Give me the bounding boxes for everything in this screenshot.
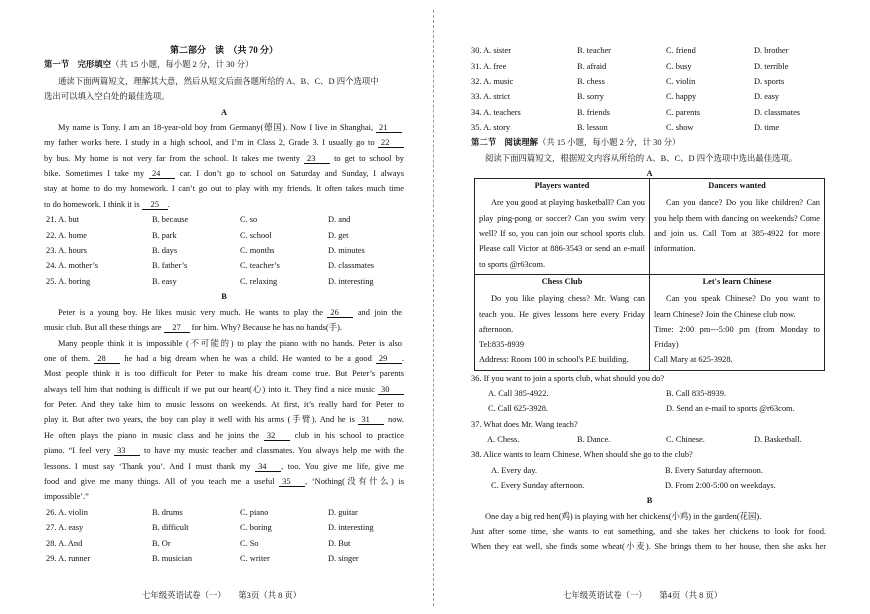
ad-title: Players wanted: [534, 181, 590, 190]
passage-b-line: Most people think it is too difficult for Peter to make his dream come true. But Peter’s parents: [44, 369, 404, 378]
section-title: 第二节 阅读理解: [471, 138, 538, 147]
blank-23[interactable]: 23: [304, 155, 330, 164]
option-row: 31. A. free B. afraid C. busy D. terrible: [471, 62, 789, 71]
ad-chess: [475, 274, 650, 370]
passage-b-line: music club. But all these things are 27 for him. Why? Because he has no hands(手).: [44, 323, 342, 332]
passage-b-line: one of them. 28 he had a big dream when he was a child. He wanted to be a good 29 .: [44, 354, 404, 363]
passage-b-line: One day a big red hen(鸡) is playing with her chickens(小鸡) in the garden(花园).: [485, 512, 762, 521]
ad-text: Do you like playing chess? Mr. Wang can teach you. He gives lessons here every Friday afternoon.: [479, 294, 645, 334]
ads-table: [474, 178, 825, 371]
ad-text: Can you dance? Do you like children? Can you help them with dancing on weekends? Come and join us. Call Tom at 385-4922 for more information.: [654, 198, 820, 254]
passage-b-line: Peter is a young boy. He likes music very much. He wants to play the 26 and join the: [58, 308, 403, 317]
question-36-options: A. Call 385-4922. B. Call 835-8939.: [488, 389, 727, 398]
option-row: 34. A. teachers B. friends C. parents D. classmates: [471, 108, 801, 117]
blank-34[interactable]: 34: [255, 463, 281, 472]
ad-tel: Tel:835-8939: [479, 340, 525, 350]
question-37: 37. What does Mr. Wang teach?: [471, 420, 578, 429]
instructions: 阅读下面四篇短文，根据短文内容从所给的 A、B、C、D 四个选项中选出最佳选项。: [485, 154, 798, 163]
ad-players: [475, 179, 650, 275]
ad-time: Time: 2:00 pm---5:00 pm (from Monday to Friday): [654, 324, 820, 350]
question-38: 38. Alice wants to learn Chinese. When should she go to the club?: [471, 450, 693, 459]
option-row: 27. A. easy B. difficult C. boring D. interesting: [46, 523, 374, 532]
option-row: 22. A. home B. park C. school D. get: [46, 231, 349, 240]
option-row: 25. A. boring B. easy C. relaxing D. interesting: [46, 277, 374, 286]
ad-chinese: [650, 274, 825, 370]
passage-a-line: My name is Tony. I am an 18-year-old boy from Germany(德国). Now I live in Shanghai, 21: [58, 124, 402, 133]
blank-29[interactable]: 29: [376, 355, 402, 364]
passage-b-line: food and give me many things. All of you teach me a useful 35 , ‘Nothing(没有什么) is: [44, 477, 405, 486]
question-38-options: C. Every Sunday afternoon. D. From 2:00-5:00 on weekdays.: [491, 481, 776, 490]
part-title: 第二部分 读 （共 70 分）: [169, 45, 278, 55]
section-title: 第一节 完形填空: [44, 60, 111, 69]
blank-21[interactable]: 21: [376, 124, 402, 133]
ad-title: Let's learn Chinese: [702, 276, 772, 286]
passage-a-line: to do homework. I think it is 25 .: [44, 200, 170, 209]
question-36: 36. If you want to join a sports club, what should you do?: [471, 374, 665, 383]
blank-25[interactable]: 25: [142, 201, 168, 210]
option-row: 35. A. story B. lesson C. show D. time: [471, 123, 780, 132]
option-row: 29. A. runner B. musician C. writer D. singer: [46, 554, 359, 563]
question-37-options: A. Chess. B. Dance. C. Chinese. D. Basketball.: [487, 435, 802, 444]
option-row: 30. A. sister B. teacher C. friend D. brother: [471, 46, 789, 55]
ad-title: Dancers wanted: [708, 181, 766, 190]
blank-31[interactable]: 31: [358, 416, 384, 425]
passage-a-line: stay at home to do my homework. I can’t go out to play with my friends. It often takes much time: [44, 184, 404, 193]
passage-b-line: He often plays the piano in music class and he joins the 32 club in his school to practice: [44, 431, 405, 440]
right-page: [471, 0, 828, 614]
passage-a-line: my father works here. I study in a high school, and I’m in Class 2, Grade 3. I usually go to 22: [44, 139, 404, 148]
passage-b-line: play it. But after two years, the boy can play it well with his arms (手臂). And he is 31 now.: [44, 415, 405, 424]
passage-b-label: B: [221, 292, 227, 301]
blank-30[interactable]: 30: [378, 386, 404, 395]
ad-dancers: [650, 179, 825, 275]
passage-a-label: A: [646, 169, 653, 178]
instructions-line-2: 选出可以填入空白处的最佳选项。: [44, 92, 170, 101]
section-header: [471, 139, 680, 147]
left-page: [44, 0, 404, 614]
blank-22[interactable]: 22: [378, 139, 404, 148]
question-36-options: C. Call 625-3928. D. Send an e-mail to sports @r63com.: [488, 404, 795, 413]
passage-b-line: Just after some time, she wants to eat something, and she takes her chickens to look for food.: [471, 527, 826, 536]
option-row: 28. A. And B. Or C. So D. But: [46, 539, 351, 548]
passage-b-line: When they eat well, she finds some wheat(小麦). She brings them to her house, then she asks her: [471, 542, 826, 551]
passage-b-line: for Peter. And they take him to music lessons on weekends. At first, it’s really hard for Peter to: [44, 400, 404, 409]
blank-35[interactable]: 35: [279, 478, 305, 487]
question-38-options: A. Every day. B. Every Saturday afternoon.: [491, 466, 763, 475]
blank-33[interactable]: 33: [114, 447, 140, 456]
page-footer-right: 七年级英语试卷（一） 第4页（共 8 页）: [563, 591, 723, 600]
passage-a-line: by bus. My home is not very far from the school. It takes me twenty 23 to get to school by: [44, 154, 404, 163]
passage-b-line: impossible’.”: [44, 492, 89, 501]
ad-call: Call Mary at 625-3928.: [654, 355, 733, 365]
option-row: 26. A. violin B. drums C. piano D. guitar: [46, 508, 358, 517]
passage-b-line: piano. “I feel very 33 to have my music teacher and classmates. You always help me with the: [44, 446, 404, 455]
passage-b-label: B: [646, 496, 653, 505]
passage-b-line: lessons. I must say ‘Thank you’. And I must thank my 34 , too. You give me life, give me: [44, 462, 405, 471]
passage-a-label: A: [220, 108, 228, 117]
option-row: 21. A. but B. because C. so D. and: [46, 215, 351, 224]
section-note: （共 15 小题，每小题 2 分，计 30 分）: [111, 60, 254, 69]
page-footer-left: 七年级英语试卷（一） 第3页（共 8 页）: [142, 591, 302, 600]
blank-32[interactable]: 32: [264, 432, 290, 441]
blank-28[interactable]: 28: [94, 355, 120, 364]
option-row: 32. A. music B. chess C. violin D. sports: [471, 77, 785, 86]
option-row: 24. A. mother’s B. father’s C. teacher’s D. classmates: [46, 261, 375, 270]
ad-text: Can you speak Chinese? Do you want to learn Chinese? Join the Chinese club now.: [654, 294, 820, 319]
blank-24[interactable]: 24: [149, 170, 175, 179]
blank-27[interactable]: 27: [164, 324, 190, 333]
section-note: （共 15 小题，每小题 2 分，计 30 分）: [538, 138, 681, 147]
option-row: 33. A. strict B. sorry C. happy D. easy: [471, 92, 780, 101]
passage-b-line: Many people think it is impossible (不可能的) to play the piano with no hands. Peter is also: [58, 339, 402, 348]
passage-b-line: always tell him that nothing is difficult if we put our heart(心) into it. They find a nice music 30: [44, 386, 404, 395]
ad-address: Address: Room 100 in school's P.E building.: [479, 355, 629, 365]
section-header: [44, 61, 253, 69]
ad-title: Chess Club: [541, 276, 583, 286]
blank-26[interactable]: 26: [327, 309, 353, 318]
page-divider: [433, 10, 434, 606]
passage-a-line: bike. Sometimes I take my 24 car. I don’t go to school on Saturday and Sunday, I always: [44, 169, 404, 178]
option-row: 23. A. hours B. days C. months D. minutes: [46, 246, 365, 255]
ad-text: Are you good at playing basketball? Can you play ping-pong or soccer? Can you swim very well? If so, you can join our school sports club. Please call Victor at 886-3543 or send an e-mail to sports @r63com.: [479, 198, 645, 269]
instructions-line-1: 通读下面两篇短文，理解其大意，然后从短文后面各题所给的 A、B、C、D 四个选项中: [58, 77, 379, 86]
